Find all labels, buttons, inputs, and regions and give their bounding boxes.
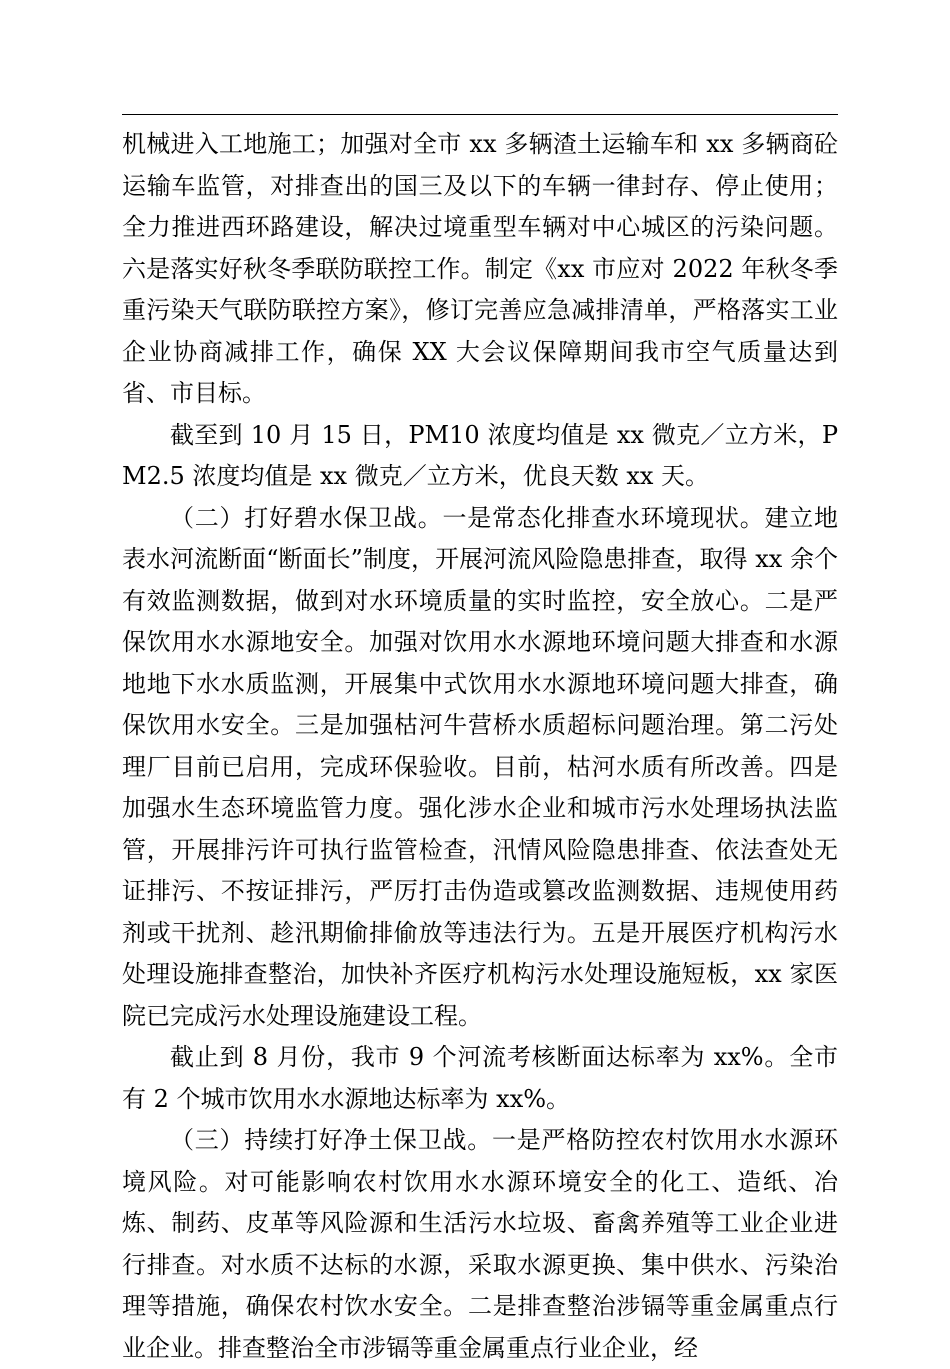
- paragraph-soil-protection: （三）持续打好净土保卫战。一是严格防控农村饮用水水源环境风险。对可能影响农村饮用水水源环境安全的化工、造纸、冶炼、制药、皮革等风险源和生活污水垃圾、畜禽养殖等工业企业进行排查。对水质不达标的水源，采取水源更换、集中供水、污染治理等措施，确保农村饮水安全。二是排查整治涉镉等重金属重点行业企业。排查整治全市涉镉等重金属重点行业企业，经: [122, 1126, 838, 1362]
- paragraph-water-stats: 截止到 8 月份，我市 9 个河流考核断面达标率为 xx%。全市有 2 个城市饮用水水源地达标率为 xx%。: [122, 1043, 838, 1113]
- document-body: [122, 124, 838, 1369]
- header-rule: [122, 114, 838, 115]
- paragraph-water-protection: （二）打好碧水保卫战。一是常态化排查水环境现状。建立地表水河流断面“断面长”制度，开展河流风险隐患排查，取得 xx 余个有效监测数据，做到对水环境质量的实时监控，安全放心。二是严保饮用水水源地安全。加强对饮用水水源地环境问题大排查和水源地地下水水质监测，开展集中式饮用水水源地环境问题大排查，确保饮用水安全。三是加强枯河牛营桥水质超标问题治理。第二污处理厂目前已启用，完成环保验收。目前，枯河水质有所改善。四是加强水生态环境监管力度。强化涉水企业和城市污水处理场执法监管，开展排污许可执行监管检查，汛情风险隐患排查、依法查处无证排污、不按证排污，严厉打击伪造或篡改监测数据、违规使用药剂或干扰剂、趁汛期偷排偷放等违法行为。五是开展医疗机构污水处理设施排查整治，加快补齐医疗机构污水处理设施短板，xx 家医院已完成污水处理设施建设工程。: [122, 503, 838, 1030]
- paragraph-continuation: 机械进入工地施工；加强对全市 xx 多辆渣土运输车和 xx 多辆商砼运输车监管，对排查出的国三及以下的车辆一律封存、停止使用；全力推进西环路建设，解决过境重型车辆对中心城区的污染问题。六是落实好秋冬季联防联控工作。制定《xx 市应对 2022 年秋冬季重污染天气联防联控方案》，修订完善应急减排清单，严格落实工业企业协商减排工作，确保 XX 大会议保障期间我市空气质量达到省、市目标。: [122, 130, 838, 407]
- paragraph-air-quality-stats: 截至到 10 月 15 日，PM10 浓度均值是 xx 微克／立方米，PM2.5 浓度均值是 xx 微克／立方米，优良天数 xx 天。: [122, 420, 838, 490]
